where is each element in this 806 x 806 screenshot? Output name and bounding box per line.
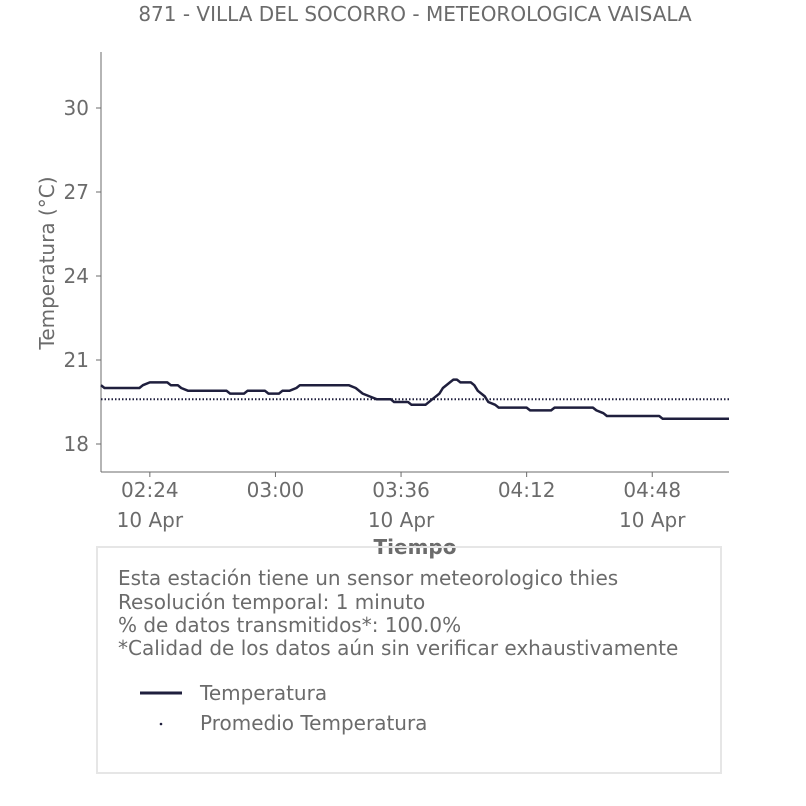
series-temperatura-line xyxy=(101,380,729,419)
x-tick-date-label: 10 Apr xyxy=(116,508,184,532)
info-box xyxy=(96,546,722,774)
y-tick-label: 24 xyxy=(63,264,89,288)
ticks xyxy=(64,96,687,532)
x-tick-date-label: 10 Apr xyxy=(619,508,686,532)
x-tick-date-label: 10 Apr xyxy=(367,508,435,532)
x-axis-label: Tiempo xyxy=(373,535,457,559)
legend-dot-icon xyxy=(138,711,186,735)
x-tick-label: 03:00 xyxy=(246,478,305,502)
legend-solid-line-icon xyxy=(138,681,186,705)
info-line-transmitted: % de datos transmitidos*: 100.0% xyxy=(118,613,462,637)
legend-label-promedio: Promedio Temperatura xyxy=(200,711,428,735)
chart-title: 871 - VILLA DEL SOCORRO - METEOROLOGICA VAISALA xyxy=(138,2,692,26)
x-tick-label: 04:48 xyxy=(623,478,682,502)
y-tick-label: 21 xyxy=(63,348,89,372)
y-axis-label: Temperatura (°C) xyxy=(35,176,59,350)
y-tick-label: 27 xyxy=(63,180,89,204)
y-tick-label: 30 xyxy=(63,96,89,120)
legend-label-temperatura: Temperatura xyxy=(200,681,328,705)
x-tick-label: 02:24 xyxy=(121,478,179,502)
series xyxy=(101,380,729,419)
x-tick-label: 03:36 xyxy=(372,478,430,502)
axes xyxy=(101,52,729,472)
info-line-resolution: Resolución temporal: 1 minuto xyxy=(118,590,426,614)
info-line-quality: *Calidad de los datos aún sin verificar exhaustivamente xyxy=(118,636,679,660)
x-tick-label: 04:12 xyxy=(497,478,556,502)
info-line-sensor: Esta estación tiene un sensor meteorologico thies xyxy=(118,566,619,590)
y-tick-label: 18 xyxy=(63,432,89,456)
